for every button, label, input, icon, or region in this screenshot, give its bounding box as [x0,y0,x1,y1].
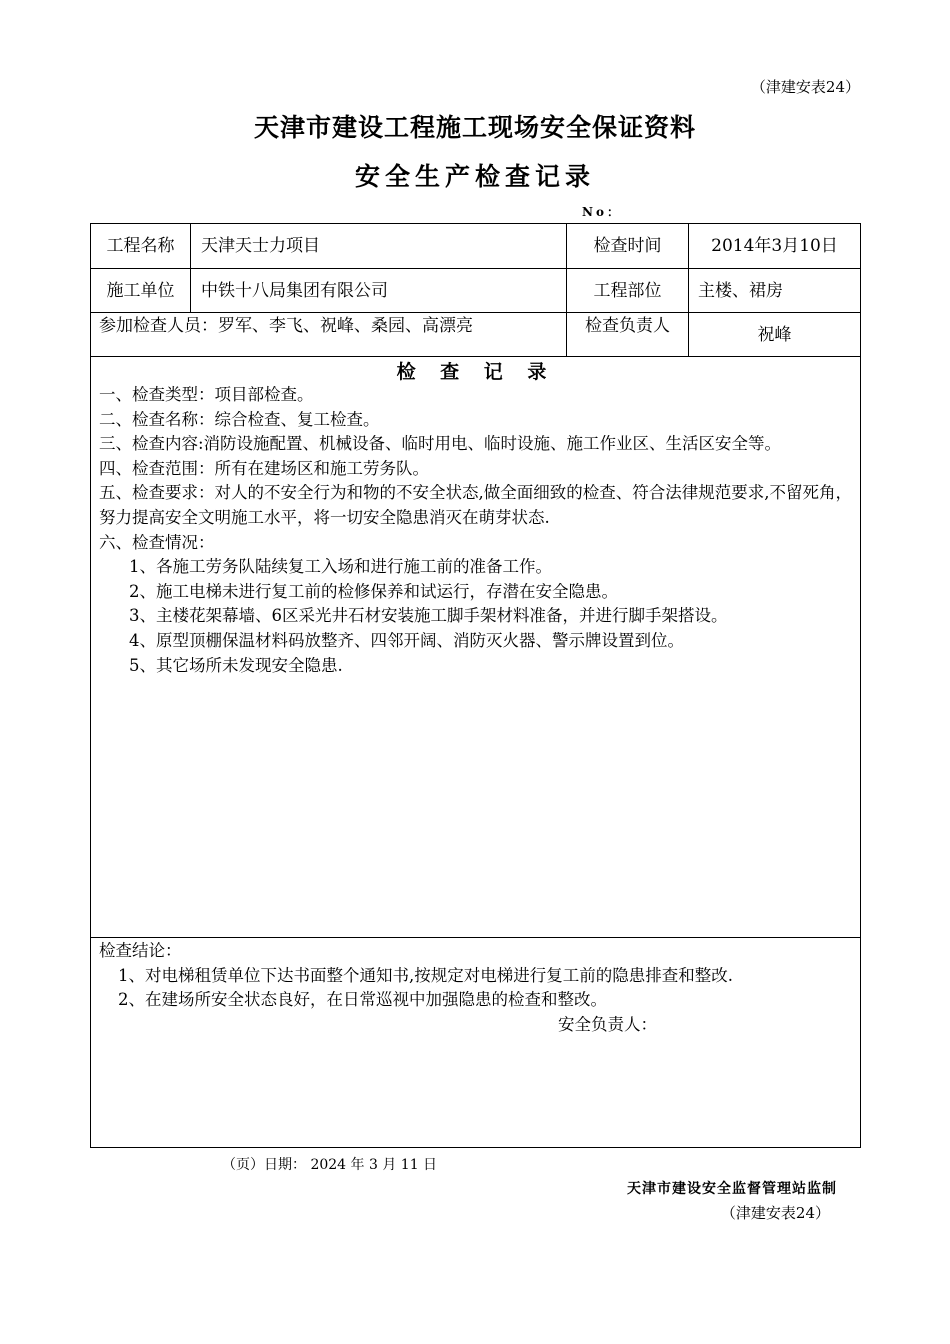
location-label: 工程部位 [593,281,662,301]
record-line: 四、检查范围：所有在建场区和施工劳务队。 [99,458,429,478]
record-item: 3、主楼花架幕墙、6区采光井石材安装施工脚手架材料准备，并进行脚手架搭设。 [129,606,728,626]
record-line: 六、检查情况： [99,532,215,552]
record-item: 1、各施工劳务队陆续复工入场和进行施工前的准备工作。 [129,557,552,577]
document-title: 天津市建设工程施工现场安全保证资料 [253,113,696,142]
check-time-value: 2014年3月10日 [711,236,838,256]
record-item: 2、施工电梯未进行复工前的检修保养和试运行，存潜在安全隐患。 [129,581,618,601]
conclusion-item: 1、对电梯租赁单位下达书面整个通知书,按规定对电梯进行复工前的隐患排查和整改. [118,965,733,985]
project-name-label: 工程名称 [106,236,175,256]
footer-organization: 天津市建设安全监督管理站监制 [627,1181,837,1197]
conclusion-content [99,939,855,1037]
leader-label: 检查负责人 [585,316,670,336]
record-line: 三、检查内容:消防设施配置、机械设备、临时用电、临时设施、施工作业区、生活区安全等。 [99,434,782,454]
record-line: 一、检查类型：项目部检查。 [99,385,314,404]
record-section-title: 检 查 记 录 [396,361,556,383]
leader-value: 祝峰 [757,325,792,345]
form-code-bottom: （津建安表24） [720,1204,830,1222]
record-item: 4、原型顶棚保温材料码放整齐、四邻开阔、消防灭火器、警示牌设置到位。 [129,630,684,650]
conclusion-label: 检查结论： [99,941,182,960]
conclusion-item: 2、在建场所安全状态良好，在日常巡视中加强隐患的检查和整改。 [118,990,607,1010]
record-line: 五、检查要求：对人的不安全行为和物的不安全状态,做全面细致的检查、符合法律规范要求,不留死角，努力提高安全文明施工水平，将一切安全隐患消灭在萌芽状态. [99,483,852,527]
contractor-value: 中铁十八局集团有限公司 [201,281,388,301]
footer-date: （页）日期： 2024 年 3 月 11 日 [222,1157,438,1173]
project-name-value: 天津天士力项目 [201,236,320,256]
check-time-label: 检查时间 [593,236,662,256]
participants: 参加检查人员：罗军、李飞、祝峰、桑园、高漂亮 [99,316,473,336]
document-subtitle: 安全生产检查记录 [354,162,595,191]
location-value: 主楼、裙房 [698,281,783,301]
contractor-label: 施工单位 [106,281,175,301]
record-number-label: No： [582,205,622,219]
record-item: 5、其它场所未发现安全隐患. [129,655,343,675]
record-line: 二、检查名称：综合检查、复工检查。 [99,409,380,429]
form-code-top: （津建安表24） [750,78,860,96]
safety-signer-label: 安全负责人： [558,1014,657,1034]
record-content [99,383,855,678]
